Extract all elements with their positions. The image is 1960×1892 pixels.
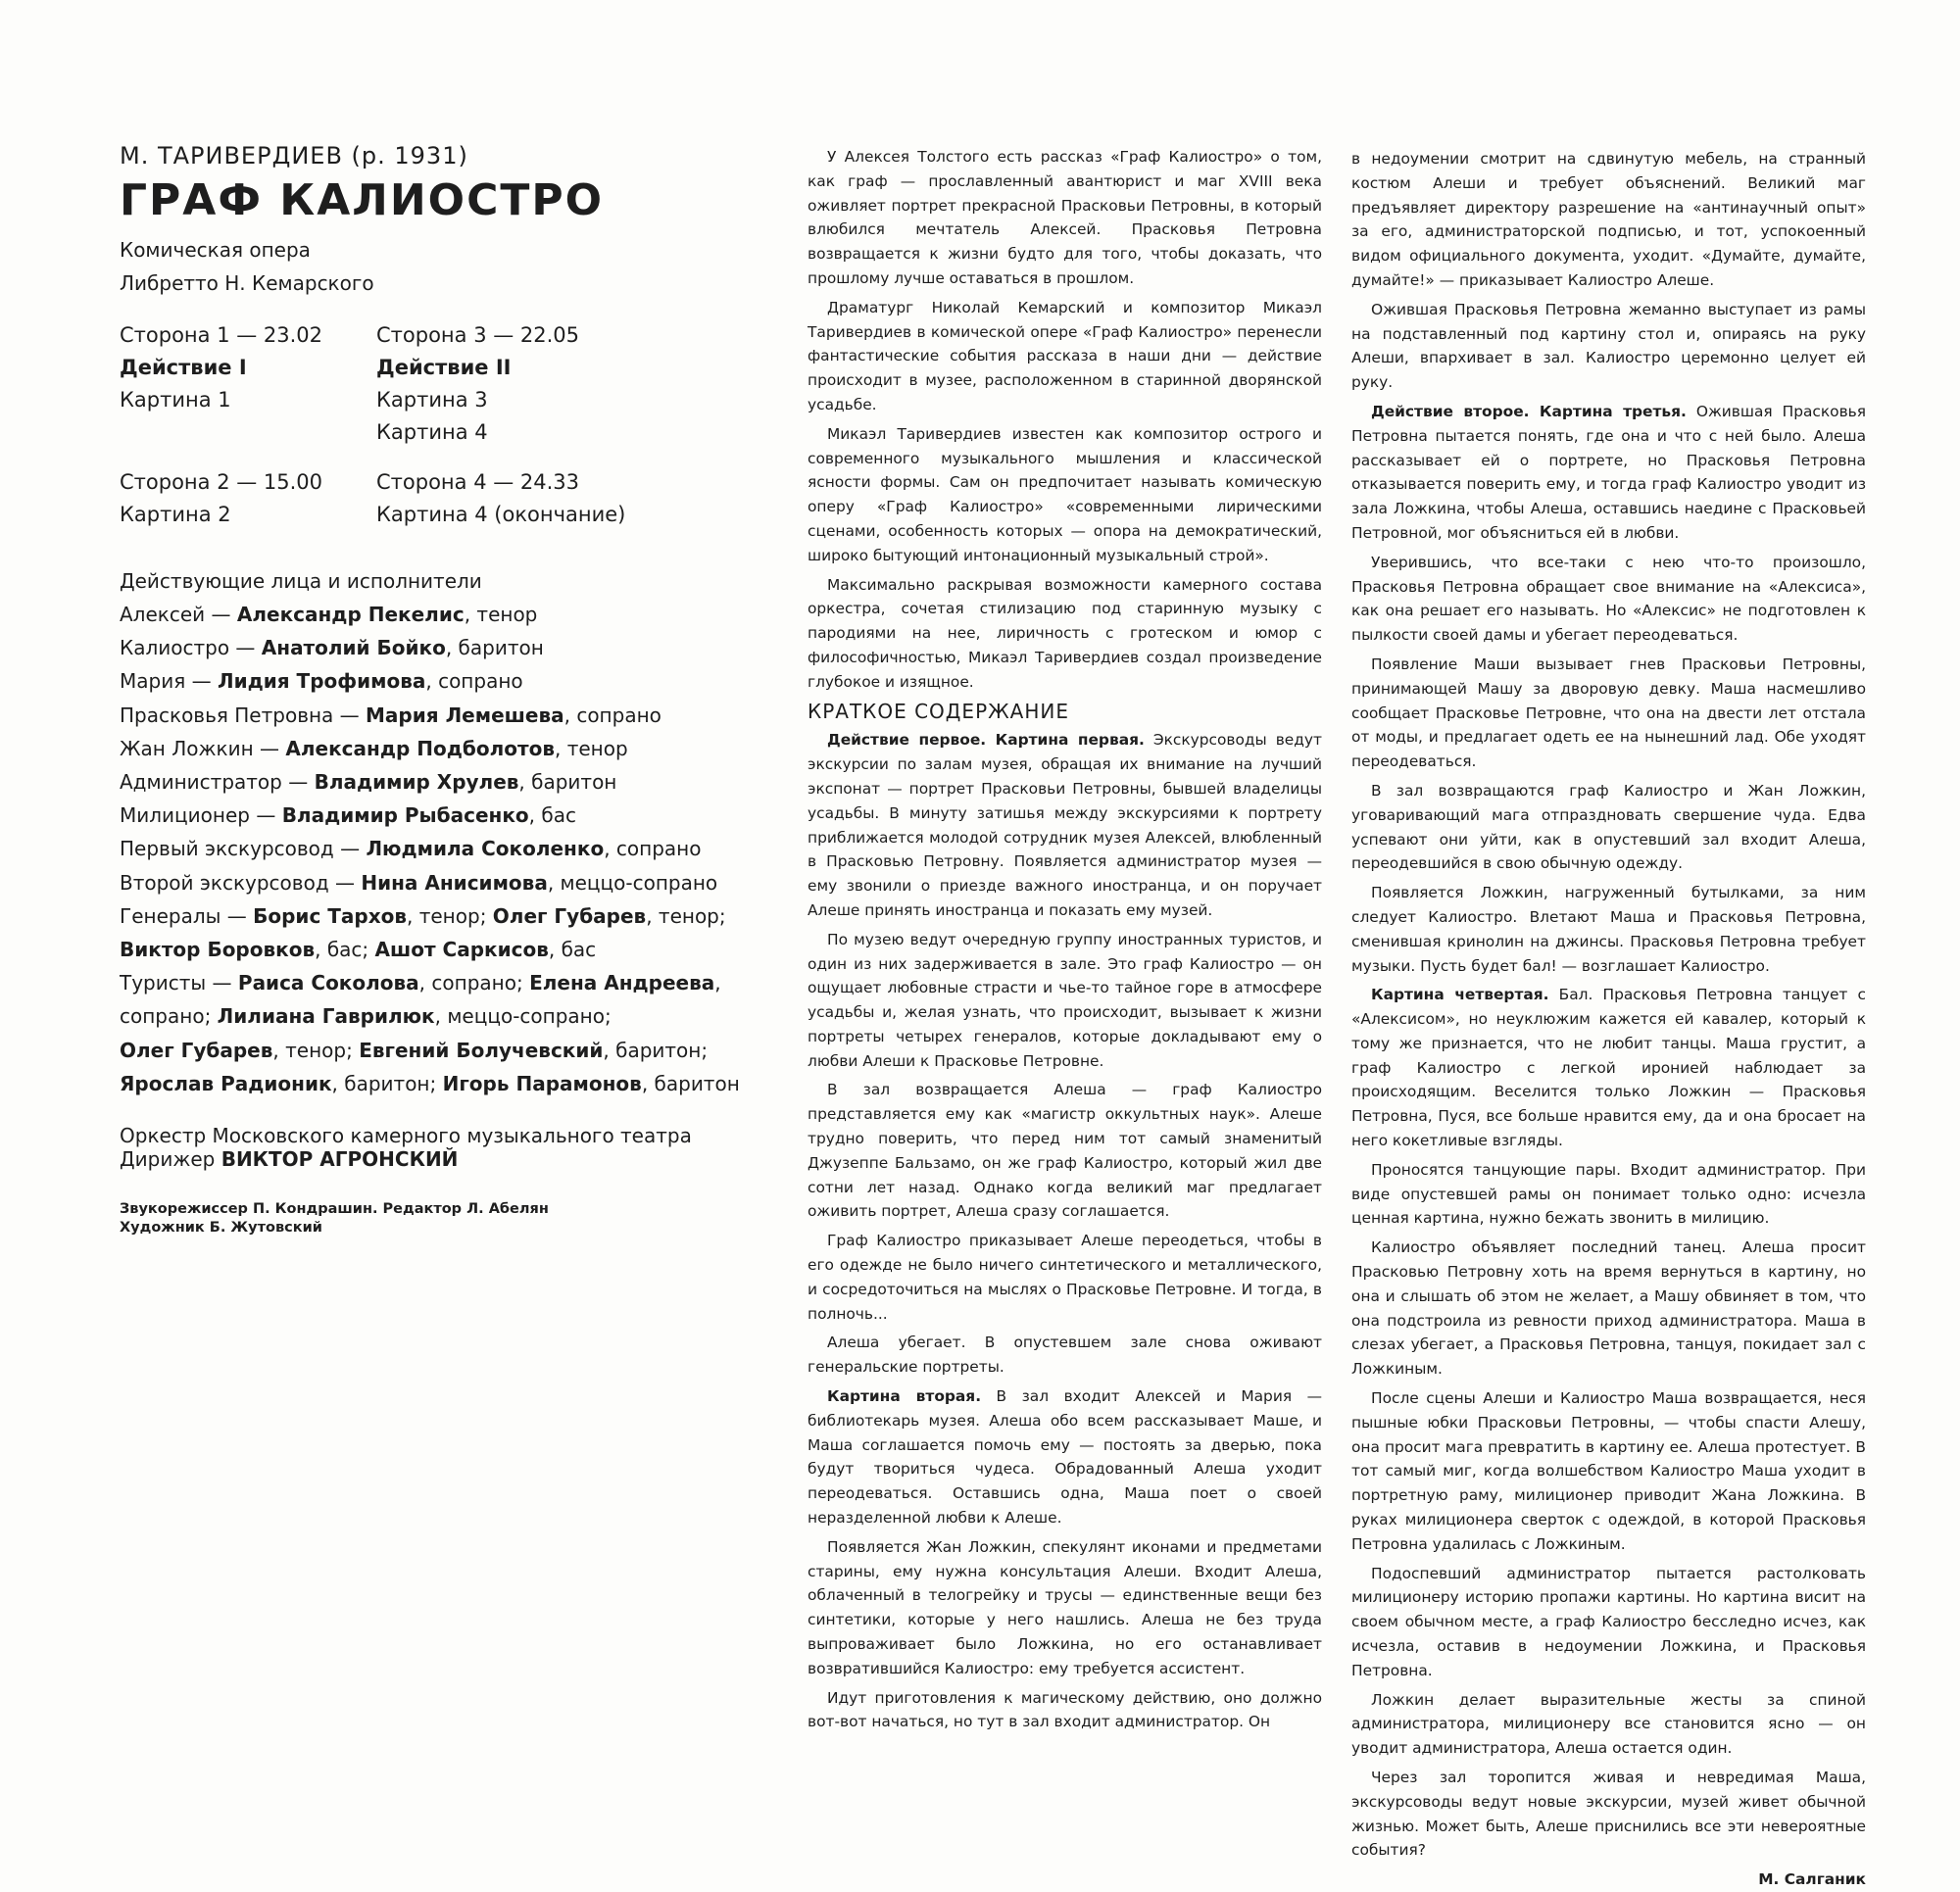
orchestra: Оркестр Московского камерного музыкального театра Дирижер ВИКТОР АГРОНСКИЙ — [120, 1124, 692, 1172]
summary-paragraph: По музею ведут очередную группу иностранных туристов, и один из них задерживается в зале. Это граф Калиостро — он ощущает любовные страсти и чье-то тайное горе в атмосфере усадьбы и, желая узнать, что происходит, вызывает к жизни портреты четырех генералов, которые докладывают ему о любви Алеши к Прасковье Петровне. — [808, 930, 1322, 1070]
cast-list — [120, 598, 757, 1100]
summary-paragraph: В зал возвращается Алеша — граф Калиостро представляется ему как «магистр оккультных наук». Алеше трудно поверить, что перед ним тот самый знаменитый Джузеппе Бальзамо, он же граф Калиостро, который жил две сотни лет назад. Однако когда великий маг предлагает оживить портрет, Алеша сразу соглашается. — [808, 1081, 1322, 1221]
cast-row: Первый экскурсовод — Людмила Соколенко, сопрано — [120, 837, 702, 861]
summary-paragraph: После сцены Алеши и Калиостро Маша возвращается, неся пышные юбки Прасковьи Петровны, — чтобы спасти Алешу, она просит мага превратить в картину ее. Алеша протестует. В тот самый миг, когда волшебством Калиостро Маша уходит в портретную раму, милиционер приводит Жана Ложкина. В руках милиционера сверток с одеждой, в которой Прасковья Петровна удалилась с Ложкиным. — [1351, 1389, 1866, 1553]
intro-paragraph: Драматург Николай Кемарский и композитор Микаэл Таривердиев в комической опере «Граф Калиостро» перенесли фантастические события рассказа в наши дни — действие происходит в музее, расположенном в старинной дворянской усадьбе. — [808, 298, 1322, 413]
intro-paragraph: У Алексея Толстого есть рассказ «Граф Калиостро» о том, как граф — прославленный авантюрист и маг XVIII века оживляет портрет прекрасной Прасковьи Петровны, в который влюбился мечтатель Алексей. Прасковья Петровна возвращается к жизни будто для того, чтобы доказать, что прошлому лучше оставаться в прошлом. — [808, 148, 1322, 287]
credits-panel — [120, 142, 757, 1237]
summary-paragraph: Появляется Жан Ложкин, спекулянт иконами и предметами старины, ему нужна консультация Алеши. Входит Алеша, облаченный в телогрейку и трусы — единственные вещи без синтетики, которые у него нашлись. Алеша не без труда выпроваживает было Ложкина, но его останавливает возвратившийся Калиостро: ему требуется ассистент. — [808, 1537, 1322, 1677]
summary-paragraph: Ложкин делает выразительные жесты за спиной администратора, милиционеру все становится ясно — он уводит администратора, Алеша остается один. — [1351, 1690, 1866, 1758]
summary-paragraph: Картина четвертая. Бал. Прасковья Петровна танцует с «Алексисом», но неуклюжим кажется ей кавалер, который к тому же признается, что не любит танцы. Маша грустит, а граф Калиостро с легкой иронией наблюдает за происходящим. Веселится только Ложкин — Прасковья Петровна, Пуся, все больше нравится ему, да и она бросает на него кокетливые взгляды. — [1351, 986, 1866, 1150]
side-3-scene-b: Картина 4 — [376, 420, 488, 444]
summary-heading: КРАТКОЕ СОДЕРЖАНИЕ — [808, 699, 1069, 723]
side-2-scene: Картина 2 — [120, 503, 231, 526]
cast-row: Администратор — Владимир Хрулев, баритон — [120, 770, 617, 795]
text-column-right — [1351, 147, 1866, 1892]
side-4: Сторона 4 — 24.33 — [376, 470, 580, 494]
cast-row: Алексей — Александр Пекелис, тенор — [120, 603, 538, 626]
cast-generals: Генералы — Борис Тархов, тенор; Олег Губарев, тенор; Виктор Боровков, бас; Ашот Саркисов, бас — [120, 903, 726, 962]
summary-paragraph: В зал возвращаются граф Калиостро и Жан Ложкин, уговаривающий мага отпраздновать свершение чуда. Едва успевают они уйти, как в опустевший зал входит Алеша, переодевшийся в свою обычную одежду. — [1351, 781, 1866, 873]
summary-paragraph: в недоумении смотрит на сдвинутую мебель, на странный костюм Алеши и требует объяснений. Великий маг предъявляет директору разрешение на «антинаучный опыт» за его, администраторской подписью, и тот, успокоенный видом официального документа, уходит. «Думайте, думайте, думайте!» — приказывает Калиостро Алеше. — [1351, 150, 1866, 289]
cast-tourists: Туристы — Раиса Соколова, сопрано; Елена Андреева, сопрано; Лилиана Гаврилюк, меццо-сопрано; Олег Губарев, тенор; Евгений Болучевский, баритон; Ярослав Радионик, баритон; Игорь Парамонов, баритон — [120, 971, 740, 1095]
summary-paragraph: Появляется Ложкин, нагруженный бутылками, за ним следует Калиостро. Влетают Маша и Прасковья Петровна, сменившая кринолин на джинсы. Прасковья Петровна требует музыки. Пусть будет бал! — возглашает Калиостро. — [1351, 884, 1866, 975]
summary-paragraph: Подоспевший администратор пытается растолковать милиционеру историю пропажи картины. Но картина висит на своем обычном месте, а граф Калиостро бесследно исчез, как исчезла, оставив в недоумении Ложкина, и Прасковья Петровна. — [1351, 1564, 1866, 1679]
summary-paragraph: Калиостро объявляет последний танец. Алеша просит Прасковью Петровну хоть на время вернуться в картину, но она и слышать об этом не желает, а Машу обвиняет в том, что она подстроила из ревности приход администратора. Маша в слезах убегает, а Прасковья Петровна, танцуя, покидает зал с Ложкиным. — [1351, 1238, 1866, 1379]
production-credits: Звукорежиссер П. Кондрашин. Редактор Л. Абелян Художник Б. Жутовский — [120, 1201, 549, 1237]
cast-row: Милиционер — Владимир Рыбасенко, бас — [120, 803, 576, 828]
cast-row: Жан Ложкин — Александр Подболотов, тенор — [120, 736, 628, 760]
cast-row: Калиостро — Анатолий Бойко, баритон — [120, 636, 544, 660]
summary-paragraph: Уверившись, что все-таки с нею что-то произошло, Прасковья Петровна обращает свое внимание на «Алексиса», как она решает его называть. Но «Алексис» не подготовлен к пылкости своей дамы и убегает переодеваться. — [1351, 553, 1866, 645]
opera-title: ГРАФ КАЛИОСТРО — [120, 175, 605, 225]
sides-table — [120, 319, 757, 531]
cast-row: Мария — Лидия Трофимова, сопрано — [120, 669, 523, 694]
libretto: Либретто Н. Кемарского — [120, 271, 374, 295]
side-2: Сторона 2 — 15.00 — [120, 470, 323, 494]
intro-paragraph: Микаэл Таривердиев известен как композитор острого и современного музыкального мышления и классической ясности формы. Сам он предпочитает называть комическую оперу «Граф Калиостро» «современными лирическими сценами, особенность которых — опора на демократический, широко бытующий интонационный музыкальный строй». — [808, 424, 1322, 564]
summary-paragraph: Ожившая Прасковья Петровна жеманно выступает из рамы на подставленный под картину стол и, опираясь на руку Алеши, впархивает в зал. Калиостро церемонно целует ей руку. — [1351, 300, 1866, 392]
summary-paragraph: Действие второе. Картина третья. Ожившая Прасковья Петровна пытается понять, где она и что с ней было. Алеша рассказывает ей о портрете, но Прасковья Петровна отказывается поверить ему, и тогда граф Калиостро уводит из зала Ложкина, чтобы Алеша, оставшись наедине с Прасковьей Петровной, мог объясниться ей в любви. — [1351, 402, 1866, 542]
side-1-act: Действие I — [120, 356, 247, 379]
summary-paragraph: Через зал торопится живая и невредимая Маша, экскурсоводы ведут новые экскурсии, музей живет обычной жизнью. Может быть, Алеше приснились все эти невероятные события? — [1351, 1769, 1866, 1860]
summary-paragraph: Идут приготовления к магическому действию, оно должно вот-вот начаться, но тут в зал входит администратор. Он — [808, 1688, 1322, 1731]
summary-paragraph: Действие первое. Картина первая. Экскурсоводы ведут экскурсии по залам музея, обращая их внимание на лучший экспонат — портрет Прасковьи Петровны, бывшей владелицы усадьбы. В минуту затишья между экскурсиями к портрету приближается молодой сотрудник музея Алексей, влюбленный в Прасковью Петровну. Появляется администратор музея — ему звонили о приезде важного иностранца, и он поручает Алеше принять иностранца и показать ему музей. — [808, 731, 1322, 919]
side-4-scene: Картина 4 (окончание) — [376, 503, 626, 526]
summary-paragraph: Алеша убегает. В опустевшем зале снова оживают генеральские портреты. — [808, 1334, 1322, 1377]
side-1: Сторона 1 — 23.02 — [120, 323, 323, 347]
intro-paragraph: Максимально раскрывая возможности камерного состава оркестра, сочетая стилизацию под старинную музыку с пародиями на нее, лиричность с гротеском и юмор с философичностью, Микаэл Таривердиев создал произведение глубокое и изящное. — [808, 575, 1322, 691]
summary-paragraph: Появление Маши вызывает гнев Прасковьи Петровны, принимающей Машу за дворовую девку. Маша насмешливо сообщает Прасковье Петровне, что она на двести лет отстала от моды, и предлагает одеть ее на нынешний лад. Обе уходят переодеваться. — [1351, 655, 1866, 771]
side-3-scene-a: Картина 3 — [376, 388, 488, 412]
side-1-scene: Картина 1 — [120, 388, 231, 412]
cast-row: Прасковья Петровна — Мария Лемешева, сопрано — [120, 703, 662, 727]
author-signature: М. Салганик — [1758, 1870, 1866, 1889]
summary-paragraph: Проносятся танцующие пары. Входит администратор. При виде опустевшей рамы он понимает только одно: исчезла ценная картина, нужно бежать звонить в милицию. — [1351, 1160, 1866, 1228]
side-3-act: Действие II — [376, 356, 512, 379]
genre: Комическая опера — [120, 238, 311, 262]
composer-line: М. ТАРИВЕРДИЕВ (р. 1931) — [120, 142, 468, 170]
summary-paragraph: Картина вторая. В зал входит Алексей и Мария — библиотекарь музея. Алеша обо всем рассказывает Маше, и Маша соглашается помочь ему — постоять за дверью, пока будут твориться чудеса. Обрадованный Алеша уходит переодеваться. Оставшись одна, Маша поет о своей неразделенной любви к Алеше. — [808, 1387, 1322, 1528]
text-column-middle — [808, 145, 1322, 1739]
conductor-name: ВИКТОР АГРОНСКИЙ — [220, 1147, 459, 1172]
side-3: Сторона 3 — 22.05 — [376, 323, 580, 347]
cast-heading: Действующие лица и исполнители — [120, 569, 482, 593]
summary-paragraph: Граф Калиостро приказывает Алеше переодеться, чтобы в его одежде не было ничего синтетического и металлического, и сосредоточиться на мыслях о Прасковье Петровне. И тогда, в полночь... — [808, 1232, 1322, 1323]
cast-row: Второй экскурсовод — Нина Анисимова, меццо-сопрано — [120, 870, 718, 895]
